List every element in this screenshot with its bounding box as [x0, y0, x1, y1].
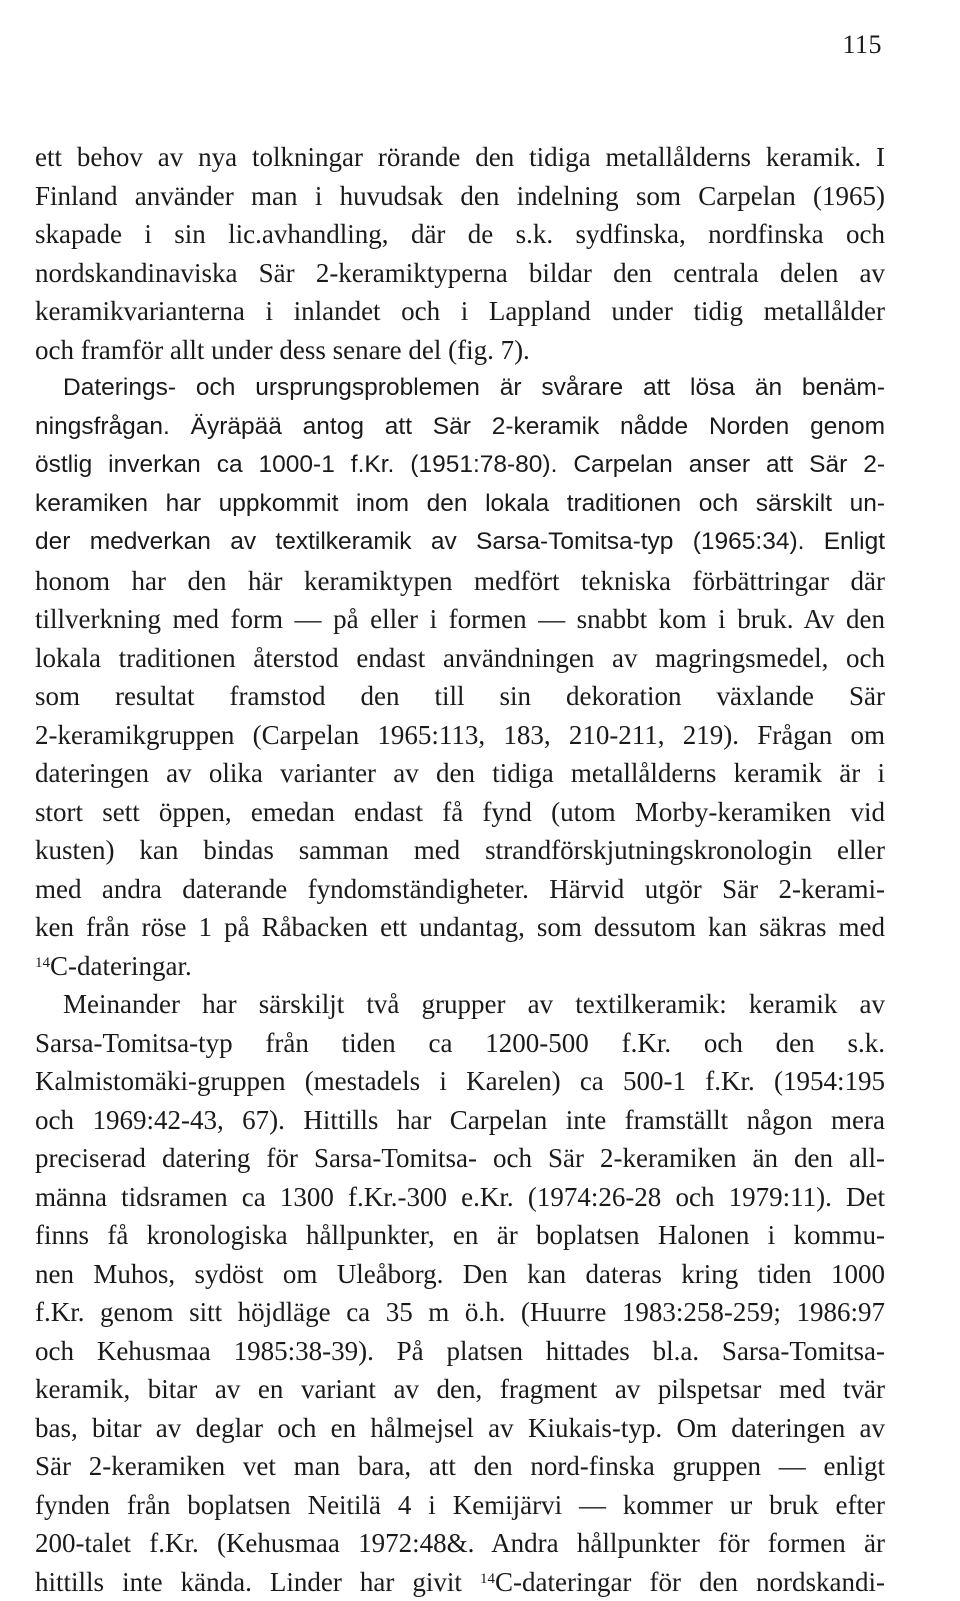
- text-line: keramikvarianterna i inlandet och i Lappland under tidig metallålder: [35, 292, 885, 331]
- text-line: som resultat framstod den till sin dekoration växlande Sär: [35, 677, 885, 716]
- superscript-14: 14: [35, 954, 50, 970]
- text-line: lokala traditionen återstod endast användningen av magringsmedel, och: [35, 639, 885, 678]
- text-line: männa tidsramen ca 1300 f.Kr.-300 e.Kr. (1974:26-28 och 1979:11). Det: [35, 1178, 885, 1217]
- text-line: dateringen av olika varianter av den tidiga metallålderns keramik är i: [35, 754, 885, 793]
- text-line: preciserad datering för Sarsa-Tomitsa- och Sär 2-keramiken än den all-: [35, 1139, 885, 1178]
- text-line: 2-keramikgruppen (Carpelan 1965:113, 183, 210-211, 219). Frågan om: [35, 716, 885, 755]
- text-line: finns få kronologiska hållpunkter, en är boplatsen Halonen i kommu-: [35, 1216, 885, 1255]
- body-text: [35, 138, 885, 1601]
- text-line: stort sett öppen, emedan endast få fynd (utom Morby-keramiken vid: [35, 793, 885, 832]
- text-line: kusten) kan bindas samman med strandförskjutningskronologin eller: [35, 831, 885, 870]
- text-line: Kalmistomäki-gruppen (mestadels i Karelen) ca 500-1 f.Kr. (1954:195: [35, 1062, 885, 1101]
- text-line: bas, bitar av deglar och en hålmejsel av Kiukais-typ. Om dateringen av: [35, 1409, 885, 1448]
- text-line: fynden från boplatsen Neitilä 4 i Kemijärvi — kommer ur bruk efter: [35, 1486, 885, 1525]
- text-fragment: C-dateringar för den nordskandi-: [495, 1567, 885, 1597]
- text-line: [35, 1563, 885, 1601]
- text-line: keramik, bitar av en variant av den, fragment av pilspetsar med tvär: [35, 1370, 885, 1409]
- text-line: och framför allt under dess senare del (fig. 7).: [35, 331, 885, 370]
- text-fragment: hittills inte kända. Linder har givit: [35, 1567, 462, 1597]
- text-line: ken från röse 1 på Råbacken ett undantag, som dessutom kan säkras med: [35, 908, 885, 947]
- text-line: ningsfrågan. Äyräpää antog att Sär 2-keramik nådde Norden genom: [35, 408, 885, 447]
- page-number: 115: [842, 30, 882, 60]
- text-line: och Kehusmaa 1985:38-39). På platsen hittades bl.a. Sarsa-Tomitsa-: [35, 1332, 885, 1371]
- superscript-14: 14: [480, 1570, 495, 1586]
- text-line: ett behov av nya tolkningar rörande den tidiga metallålderns keramik. I: [35, 138, 885, 177]
- text-line: Finland använder man i huvudsak den indelning som Carpelan (1965): [35, 177, 885, 216]
- text-line: Sär 2-keramiken vet man bara, att den nord-finska gruppen — enligt: [35, 1447, 885, 1486]
- text-line: f.Kr. genom sitt höjdläge ca 35 m ö.h. (Huurre 1983:258-259; 1986:97: [35, 1293, 885, 1332]
- text-line: honom har den här keramiktypen medfört tekniska förbättringar där: [35, 562, 885, 601]
- paragraph-start-line: Daterings- och ursprungsproblemen är svårare att lösa än benäm-: [35, 369, 885, 408]
- text-line: östlig inverkan ca 1000-1 f.Kr. (1951:78-80). Carpelan anser att Sär 2-: [35, 446, 885, 485]
- text-line: der medverkan av textilkeramik av Sarsa-Tomitsa-typ (1965:34). Enligt: [35, 523, 885, 562]
- text-line: med andra daterande fyndomständigheter. Härvid utgör Sär 2-kerami-: [35, 870, 885, 909]
- text-line: nordskandinaviska Sär 2-keramiktyperna bildar den centrala delen av: [35, 254, 885, 293]
- text-line: skapade i sin lic.avhandling, där de s.k. sydfinska, nordfinska och: [35, 215, 885, 254]
- text-line: och 1969:42-43, 67). Hittills har Carpelan inte framställt någon mera: [35, 1101, 885, 1140]
- text-line: keramiken har uppkommit inom den lokala traditionen och särskilt un-: [35, 485, 885, 524]
- paragraph-start-line: Meinander har särskiljt två grupper av textilkeramik: keramik av: [35, 985, 885, 1024]
- text-line: tillverkning med form — på eller i formen — snabbt kom i bruk. Av den: [35, 600, 885, 639]
- text-line: [35, 947, 885, 986]
- text-line: Sarsa-Tomitsa-typ från tiden ca 1200-500 f.Kr. och den s.k.: [35, 1024, 885, 1063]
- text-line: 200-talet f.Kr. (Kehusmaa 1972:48&. Andra hållpunkter för formen är: [35, 1524, 885, 1563]
- text-line: nen Muhos, sydöst om Uleåborg. Den kan dateras kring tiden 1000: [35, 1255, 885, 1294]
- text-fragment: C-dateringar.: [50, 951, 192, 981]
